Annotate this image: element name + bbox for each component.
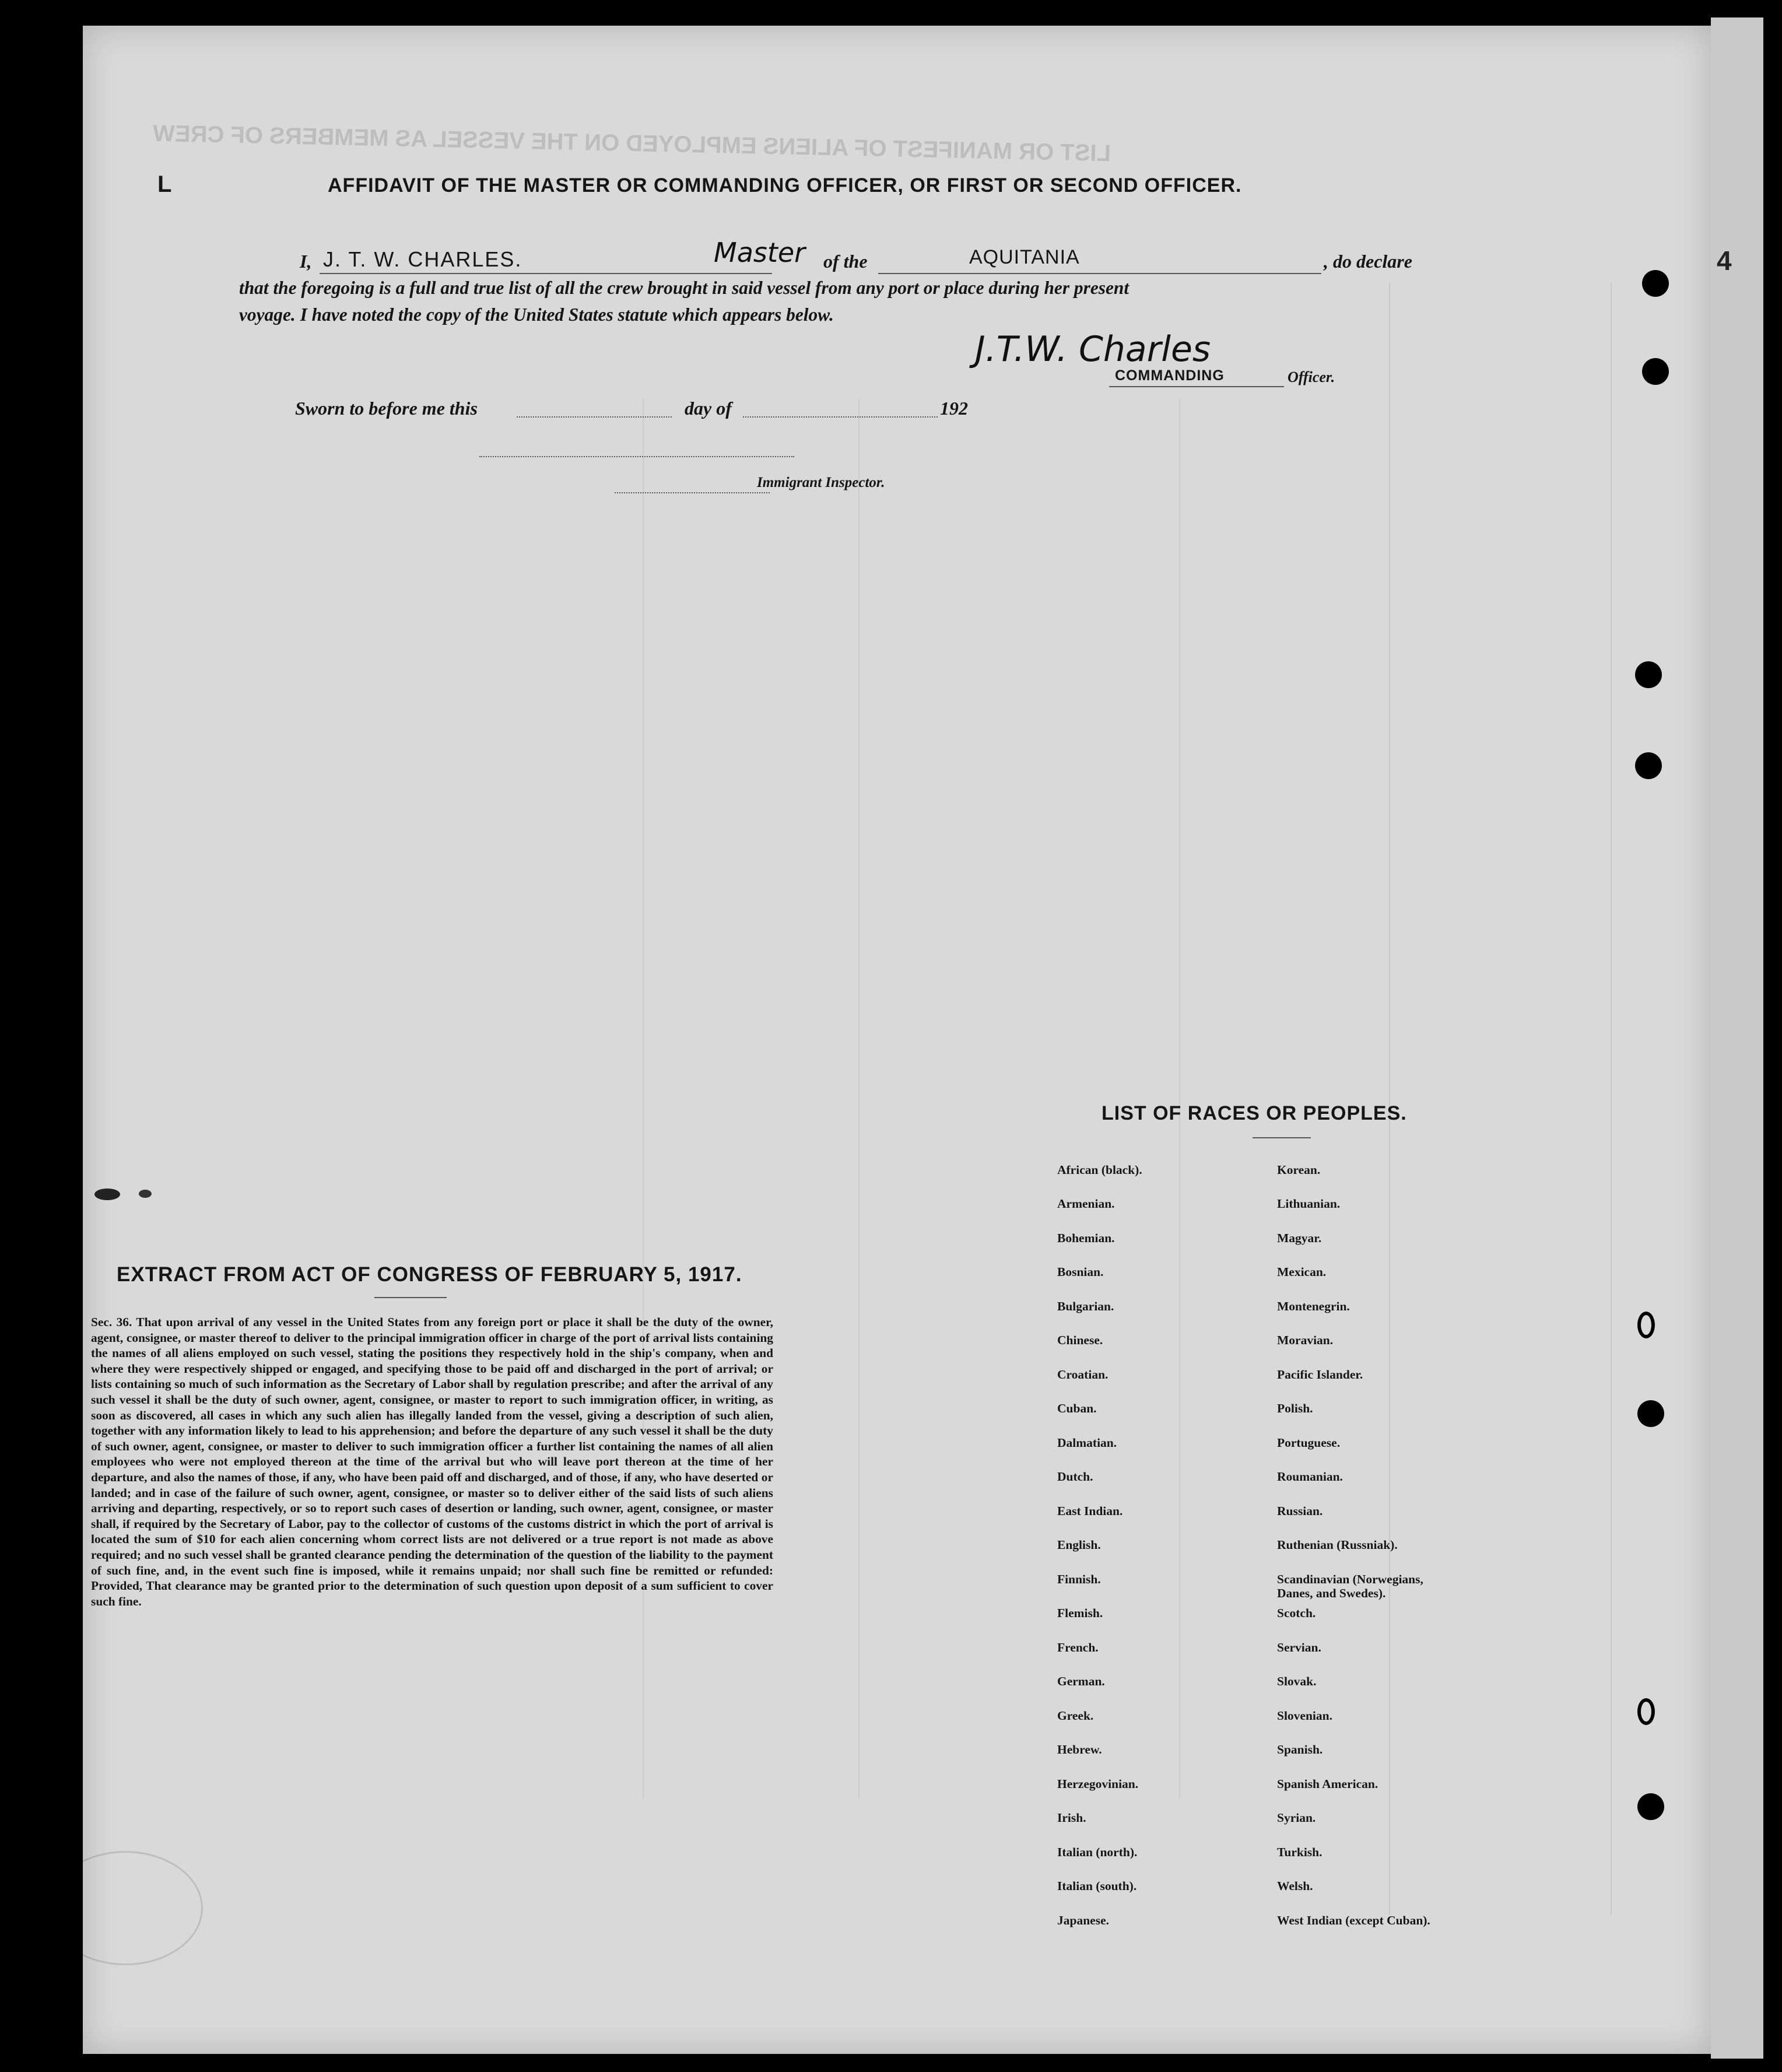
race-item: Irish. [1057, 1811, 1086, 1825]
punch-hole [1642, 270, 1669, 297]
manifest-page [83, 26, 1711, 2054]
corner-mark: L [157, 171, 172, 197]
signature-line [1109, 386, 1284, 387]
race-item: Japanese. [1057, 1913, 1109, 1927]
race-item: Korean. [1277, 1163, 1321, 1177]
race-item: German. [1057, 1674, 1105, 1688]
race-item: Welsh. [1277, 1879, 1313, 1893]
races-title-rule [1253, 1137, 1311, 1138]
bleed-through-header: LIST OR MANIFEST OF ALIENS EMPLOYED ON THE VESSEL AS MEMBERS OF CREW [152, 120, 1111, 167]
race-item: Slovenian. [1277, 1709, 1332, 1723]
race-item: Pacific Islander. [1277, 1368, 1363, 1382]
race-item: Roumanian. [1277, 1470, 1343, 1484]
race-item: Bosnian. [1057, 1265, 1104, 1279]
name-underline [320, 273, 772, 274]
race-item: Hebrew. [1057, 1743, 1102, 1757]
year-prefix: 192 [940, 398, 968, 419]
race-item: Scandinavian (Norwegians, Danes, and Swedes). [1277, 1572, 1423, 1600]
race-item: Moravian. [1277, 1333, 1334, 1347]
ink-blot [94, 1188, 120, 1200]
race-item: Bohemian. [1057, 1231, 1115, 1245]
race-item: Dalmatian. [1057, 1436, 1117, 1450]
race-item: Spanish. [1277, 1743, 1323, 1757]
race-item: East Indian. [1057, 1504, 1123, 1518]
master-name: J. T. W. CHARLES. [323, 247, 522, 271]
race-item: Italian (south). [1057, 1879, 1137, 1893]
punch-hole [1642, 358, 1669, 385]
race-item: Dutch. [1057, 1470, 1093, 1484]
race-item: Slovak. [1277, 1674, 1317, 1688]
race-item: West Indian (except Cuban). [1277, 1913, 1430, 1927]
affidavit-title: AFFIDAVIT OF THE MASTER OR COMMANDING OFFICER, OR FIRST OR SECOND OFFICER. [328, 174, 1242, 197]
punch-hole [1637, 1698, 1655, 1725]
race-item: Russian. [1277, 1504, 1323, 1518]
inspector-label-line [615, 492, 770, 493]
race-item: Flemish. [1057, 1606, 1103, 1620]
race-item: Polish. [1277, 1401, 1313, 1415]
race-item: French. [1057, 1640, 1099, 1654]
margin-digit: 4 [1717, 246, 1732, 276]
race-item: Croatian. [1057, 1368, 1109, 1382]
race-item: Italian (north). [1057, 1845, 1138, 1859]
sworn-label: Sworn to before me this [295, 398, 478, 419]
race-item: Bulgarian. [1057, 1299, 1114, 1313]
punch-hole [1637, 1793, 1664, 1820]
race-item: Mexican. [1277, 1265, 1327, 1279]
race-item: African (black). [1057, 1163, 1142, 1177]
faint-stamp [83, 1851, 203, 1965]
race-item: Spanish American. [1277, 1777, 1378, 1791]
races-title: LIST OF RACES OR PEOPLES. [1102, 1102, 1407, 1124]
inspector-signature-line [479, 456, 794, 457]
vessel-name: AQUITANIA [969, 246, 1080, 268]
race-item: Finnish. [1057, 1572, 1101, 1586]
punch-hole [1637, 1400, 1664, 1427]
race-item: Greek. [1057, 1709, 1094, 1723]
do-declare: , do declare [1324, 251, 1412, 272]
race-item: Lithuanian. [1277, 1197, 1341, 1211]
day-of-label: day of [685, 398, 732, 419]
punch-hole [1635, 661, 1662, 688]
sworn-month-line [743, 416, 938, 418]
race-item: Portuguese. [1277, 1436, 1341, 1450]
race-item: Cuban. [1057, 1401, 1097, 1415]
sworn-day-line [517, 416, 672, 418]
inspector-label: Immigrant Inspector. [757, 475, 885, 490]
punch-hole [1635, 752, 1662, 779]
declaration-line-2: that the foregoing is a full and true list of all the crew brought in said vessel from any port or place during her present [239, 278, 1129, 298]
punch-hole [1637, 1312, 1655, 1338]
race-item: Syrian. [1277, 1811, 1316, 1825]
race-item: Herzegovinian. [1057, 1777, 1139, 1791]
vessel-underline [878, 273, 1321, 274]
adjacent-page-edge [1711, 17, 1763, 2059]
race-item: Chinese. [1057, 1333, 1103, 1347]
race-item: Montenegrin. [1277, 1299, 1350, 1313]
rank-handwritten: Master [714, 237, 806, 268]
race-item: Turkish. [1277, 1845, 1323, 1859]
extract-title-rule [374, 1297, 447, 1298]
race-item: Magyar. [1277, 1231, 1322, 1245]
of-the-label: of the [823, 251, 868, 272]
officer-suffix: Officer. [1288, 369, 1335, 385]
declaration-line-3: voyage. I have noted the copy of the United States statute which appears below. [239, 304, 834, 325]
race-item: Armenian. [1057, 1197, 1115, 1211]
declaration-prefix: I, [300, 251, 312, 272]
master-signature: J.T.W. Charles [975, 329, 1211, 370]
race-item: Ruthenian (Russniak). [1277, 1538, 1398, 1552]
extract-body: Sec. 36. That upon arrival of any vessel in the United States from any foreign port or place it shall be the duty of the owner, agent, consignee, or master thereof to deliver to the principal immigration officer in charge of the port of arrival lists containing the names of all aliens employed on such vessel, stating the positions they respectively hold in the ship's company, when and where they were respectively shipped or engaged, and specifying those to be paid off and discharged in the port of arrival; or lists containing so much of such information as the Secretary of Labor shall by regulation prescribe; and after the arrival of any such vessel it shall be the duty of such owner, agent, consignee, or master to report to such immigration officer, in writing, as soon as discovered, all cases in which any such alien has illegally landed from the vessel, giving a description of such alien, together with any information likely to lead to his apprehension; and before the departure of any such vessel it shall be the duty of such owner, agent, consignee, or master to deliver to such immigration officer a further list containing the names of all alien employees who were not employed thereon at the time of the arrival but who will leave port thereon at the time of her departure, and also the names of those, if any, who have been paid off and discharged, and of those, if any, who have deserted or landed; and in case of the failure of such owner, agent, consignee, or master so to deliver either of the said lists of such aliens arriving and departing, respectively, or so to report such cases of desertion or landing, such owner, agent, consignee, or master shall, if required by the Secretary of Labor, pay to the collector of customs of the customs district in which the port of arrival is located the sum of $10 for each alien concerning whom correct lists are not delivered or a true report is not made as above required; and no such vessel shall be granted clearance pending the determination of the question of the liability to the payment of such fine, and, in the event such fine is imposed, while it remains unpaid; nor shall such fine be remitted or refunded: Provided, That clearance may be granted prior to the determination of such question upon deposit of a sum sufficient to cover such fine. [91, 1315, 773, 1608]
extract-title: EXTRACT FROM ACT OF CONGRESS OF FEBRUARY 5, 1917. [117, 1263, 742, 1286]
race-item: English. [1057, 1538, 1101, 1552]
race-item: Scotch. [1277, 1606, 1316, 1620]
ink-blot [139, 1190, 152, 1198]
officer-stamp: COMMANDING [1115, 367, 1225, 384]
race-item: Servian. [1277, 1640, 1321, 1654]
